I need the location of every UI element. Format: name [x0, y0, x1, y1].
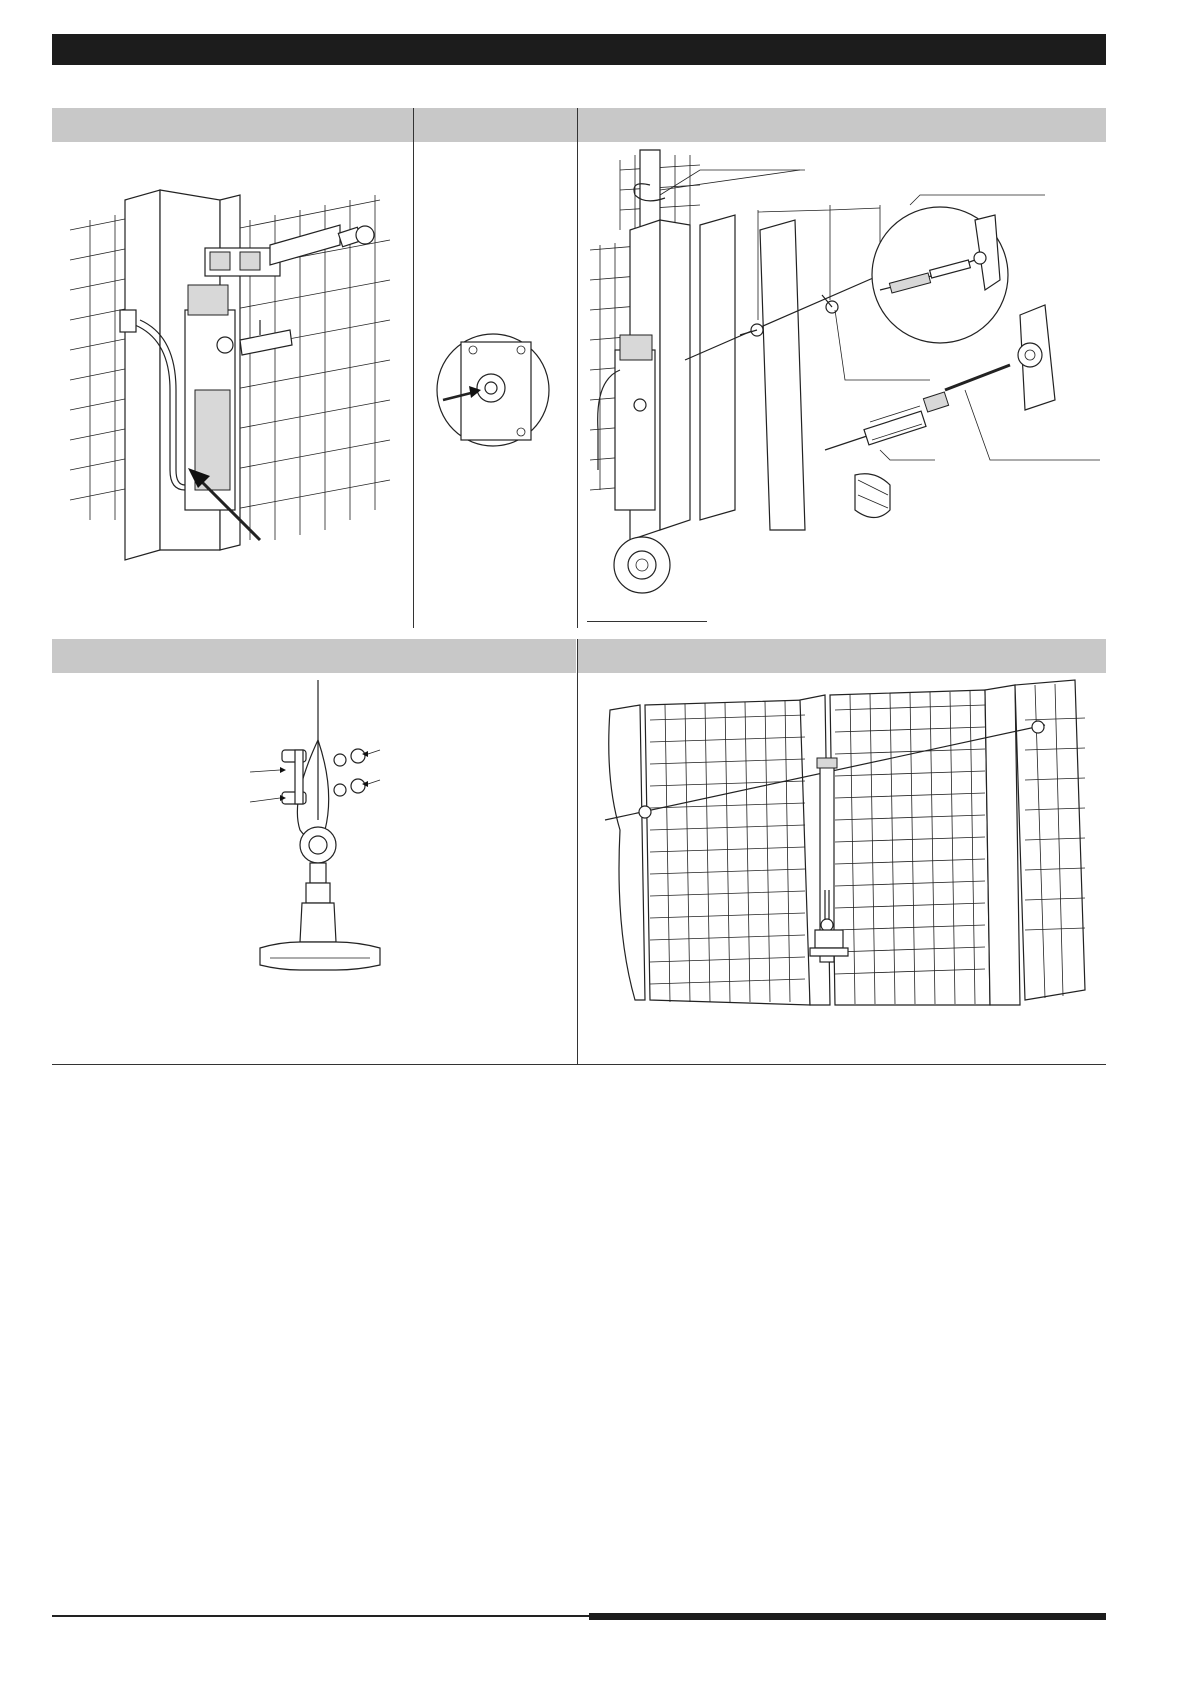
section-bar-bottom-left	[52, 639, 576, 673]
footer-bar-right	[589, 1613, 1106, 1620]
section-bar-top-middle	[414, 108, 577, 142]
fence-rope-illustration	[605, 680, 1105, 1015]
divider-bottom-rule	[52, 1064, 1106, 1065]
section-bar-bottom-right	[578, 639, 1106, 673]
page-header-title	[52, 41, 62, 57]
release-detail-illustration	[433, 330, 553, 450]
divider-bottom	[577, 639, 578, 1064]
divider-top-1	[413, 108, 414, 628]
safety-switch-illustration	[60, 190, 410, 580]
rope-tensioner-illustration	[590, 150, 1105, 610]
handle-clamp-illustration	[240, 680, 420, 1035]
divider-top-2	[577, 108, 578, 628]
footer-rule-left	[52, 1615, 589, 1617]
caption-underline	[587, 621, 707, 622]
section-bar-top-left	[52, 108, 413, 142]
section-bar-top-right	[578, 108, 1106, 142]
page-header-bar	[52, 34, 1106, 65]
